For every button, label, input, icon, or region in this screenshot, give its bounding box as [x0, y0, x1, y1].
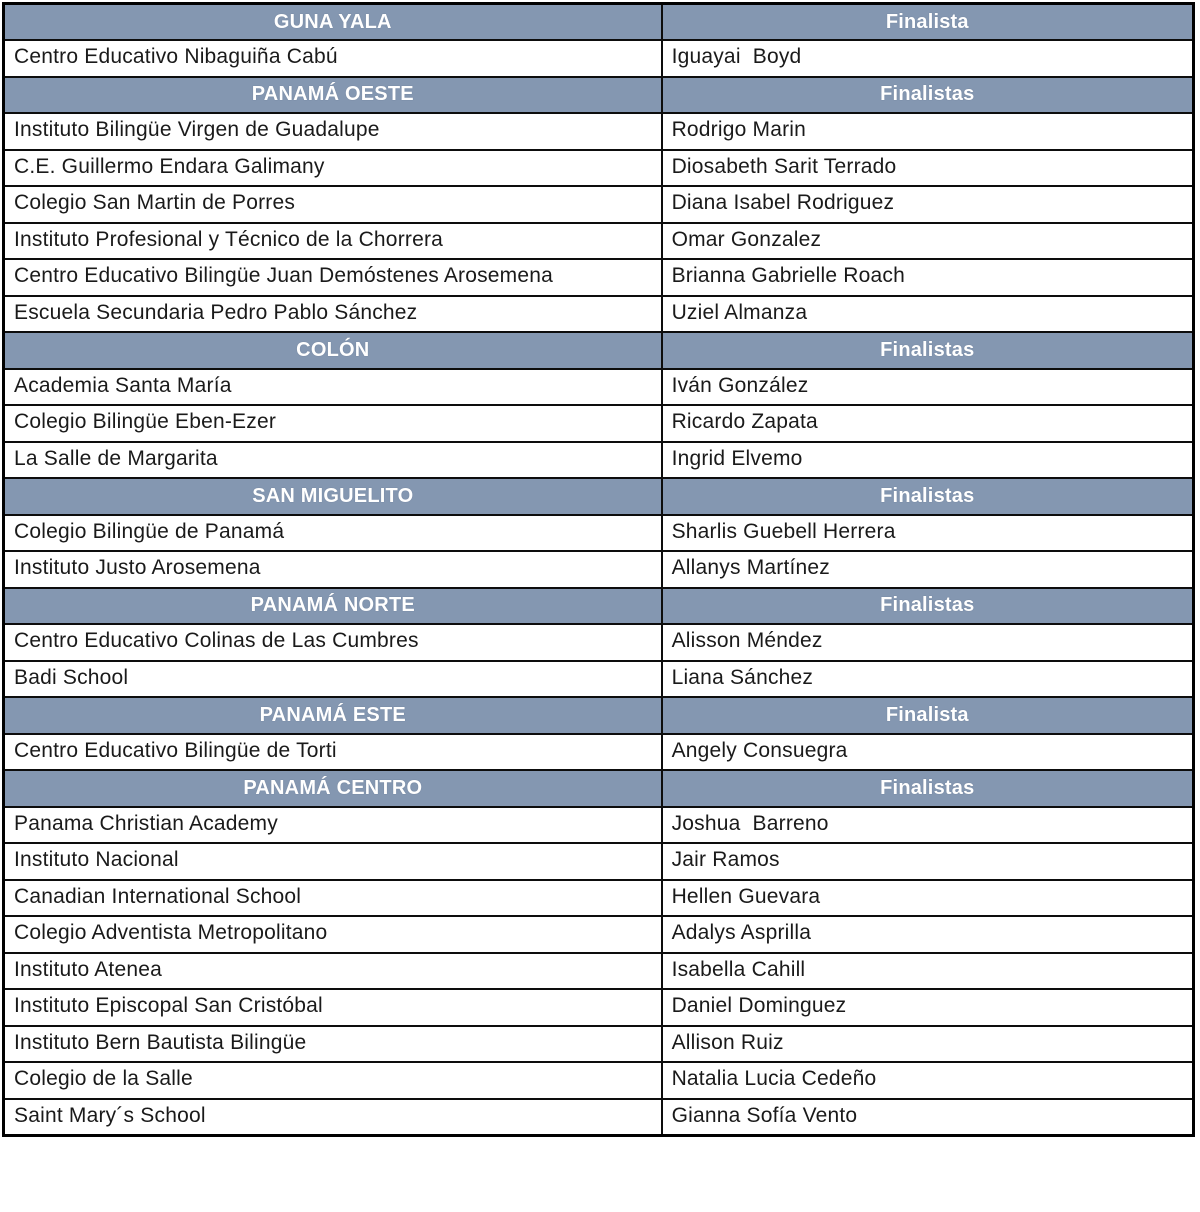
region-name: SAN MIGUELITO — [4, 478, 662, 515]
finalists-column-header: Finalistas — [662, 478, 1194, 515]
finalist-cell: Alisson Méndez — [662, 624, 1194, 661]
school-cell: Centro Educativo Bilingüe de Torti — [4, 734, 662, 771]
finalist-cell: Ingrid Elvemo — [662, 442, 1194, 479]
region-name: PANAMÁ NORTE — [4, 588, 662, 625]
school-cell: Colegio Adventista Metropolitano — [4, 916, 662, 953]
region-header-row — [4, 4, 1194, 41]
finalist-cell: Hellen Guevara — [662, 880, 1194, 917]
school-cell: Instituto Profesional y Técnico de la Chorrera — [4, 223, 662, 260]
school-cell: Academia Santa María — [4, 369, 662, 406]
table-row — [4, 515, 1194, 552]
table-row — [4, 223, 1194, 260]
school-cell: Colegio de la Salle — [4, 1062, 662, 1099]
table-row — [4, 150, 1194, 187]
table-row — [4, 989, 1194, 1026]
finalists-column-header: Finalista — [662, 4, 1194, 41]
school-cell: Panama Christian Academy — [4, 807, 662, 844]
table-row — [4, 40, 1194, 77]
finalists-column-header: Finalistas — [662, 770, 1194, 807]
finalists-column-header: Finalistas — [662, 588, 1194, 625]
school-cell: La Salle de Margarita — [4, 442, 662, 479]
school-cell: Instituto Justo Arosemena — [4, 551, 662, 588]
finalists-column-header: Finalistas — [662, 332, 1194, 369]
finalist-cell: Brianna Gabrielle Roach — [662, 259, 1194, 296]
finalist-cell: Sharlis Guebell Herrera — [662, 515, 1194, 552]
finalist-cell: Angely Consuegra — [662, 734, 1194, 771]
school-cell: Instituto Atenea — [4, 953, 662, 990]
school-cell: Colegio Bilingüe de Panamá — [4, 515, 662, 552]
finalist-cell: Allison Ruiz — [662, 1026, 1194, 1063]
table-row — [4, 113, 1194, 150]
school-cell: C.E. Guillermo Endara Galimany — [4, 150, 662, 187]
table-row — [4, 442, 1194, 479]
school-cell: Centro Educativo Nibaguiña Cabú — [4, 40, 662, 77]
table-row — [4, 405, 1194, 442]
finalist-cell: Gianna Sofía Vento — [662, 1099, 1194, 1136]
table-row — [4, 1026, 1194, 1063]
table-row — [4, 734, 1194, 771]
finalist-cell: Jair Ramos — [662, 843, 1194, 880]
table-row — [4, 880, 1194, 917]
finalist-cell: Iván González — [662, 369, 1194, 406]
table-row — [4, 807, 1194, 844]
school-cell: Escuela Secundaria Pedro Pablo Sánchez — [4, 296, 662, 333]
finalists-table — [2, 2, 1195, 1137]
finalist-cell: Joshua Barreno — [662, 807, 1194, 844]
region-name: GUNA YALA — [4, 4, 662, 41]
table-row — [4, 624, 1194, 661]
finalists-table-body — [4, 4, 1194, 1136]
finalist-cell: Diosabeth Sarit Terrado — [662, 150, 1194, 187]
table-row — [4, 186, 1194, 223]
school-cell: Instituto Bern Bautista Bilingüe — [4, 1026, 662, 1063]
region-header-row — [4, 478, 1194, 515]
finalist-cell: Isabella Cahill — [662, 953, 1194, 990]
finalist-cell: Iguayai Boyd — [662, 40, 1194, 77]
finalist-cell: Adalys Asprilla — [662, 916, 1194, 953]
school-cell: Colegio San Martin de Porres — [4, 186, 662, 223]
finalists-column-header: Finalista — [662, 697, 1194, 734]
school-cell: Saint Mary´s School — [4, 1099, 662, 1136]
finalists-column-header: Finalistas — [662, 77, 1194, 114]
region-name: PANAMÁ OESTE — [4, 77, 662, 114]
table-row — [4, 551, 1194, 588]
table-row — [4, 1062, 1194, 1099]
table-row — [4, 296, 1194, 333]
finalist-cell: Omar Gonzalez — [662, 223, 1194, 260]
region-name: COLÓN — [4, 332, 662, 369]
finalist-cell: Rodrigo Marin — [662, 113, 1194, 150]
finalist-cell: Allanys Martínez — [662, 551, 1194, 588]
table-row — [4, 916, 1194, 953]
region-name: PANAMÁ CENTRO — [4, 770, 662, 807]
region-header-row — [4, 332, 1194, 369]
table-row — [4, 661, 1194, 698]
school-cell: Centro Educativo Bilingüe Juan Demóstenes Arosemena — [4, 259, 662, 296]
table-row — [4, 369, 1194, 406]
finalist-cell: Daniel Dominguez — [662, 989, 1194, 1026]
finalist-cell: Diana Isabel Rodriguez — [662, 186, 1194, 223]
region-header-row — [4, 697, 1194, 734]
finalist-cell: Liana Sánchez — [662, 661, 1194, 698]
school-cell: Badi School — [4, 661, 662, 698]
finalist-cell: Uziel Almanza — [662, 296, 1194, 333]
finalist-cell: Ricardo Zapata — [662, 405, 1194, 442]
school-cell: Centro Educativo Colinas de Las Cumbres — [4, 624, 662, 661]
finalist-cell: Natalia Lucia Cedeño — [662, 1062, 1194, 1099]
region-header-row — [4, 77, 1194, 114]
table-row — [4, 1099, 1194, 1136]
table-row — [4, 259, 1194, 296]
region-name: PANAMÁ ESTE — [4, 697, 662, 734]
school-cell: Canadian International School — [4, 880, 662, 917]
school-cell: Instituto Nacional — [4, 843, 662, 880]
school-cell: Colegio Bilingüe Eben-Ezer — [4, 405, 662, 442]
school-cell: Instituto Episcopal San Cristóbal — [4, 989, 662, 1026]
school-cell: Instituto Bilingüe Virgen de Guadalupe — [4, 113, 662, 150]
table-row — [4, 953, 1194, 990]
table-row — [4, 843, 1194, 880]
region-header-row — [4, 770, 1194, 807]
region-header-row — [4, 588, 1194, 625]
